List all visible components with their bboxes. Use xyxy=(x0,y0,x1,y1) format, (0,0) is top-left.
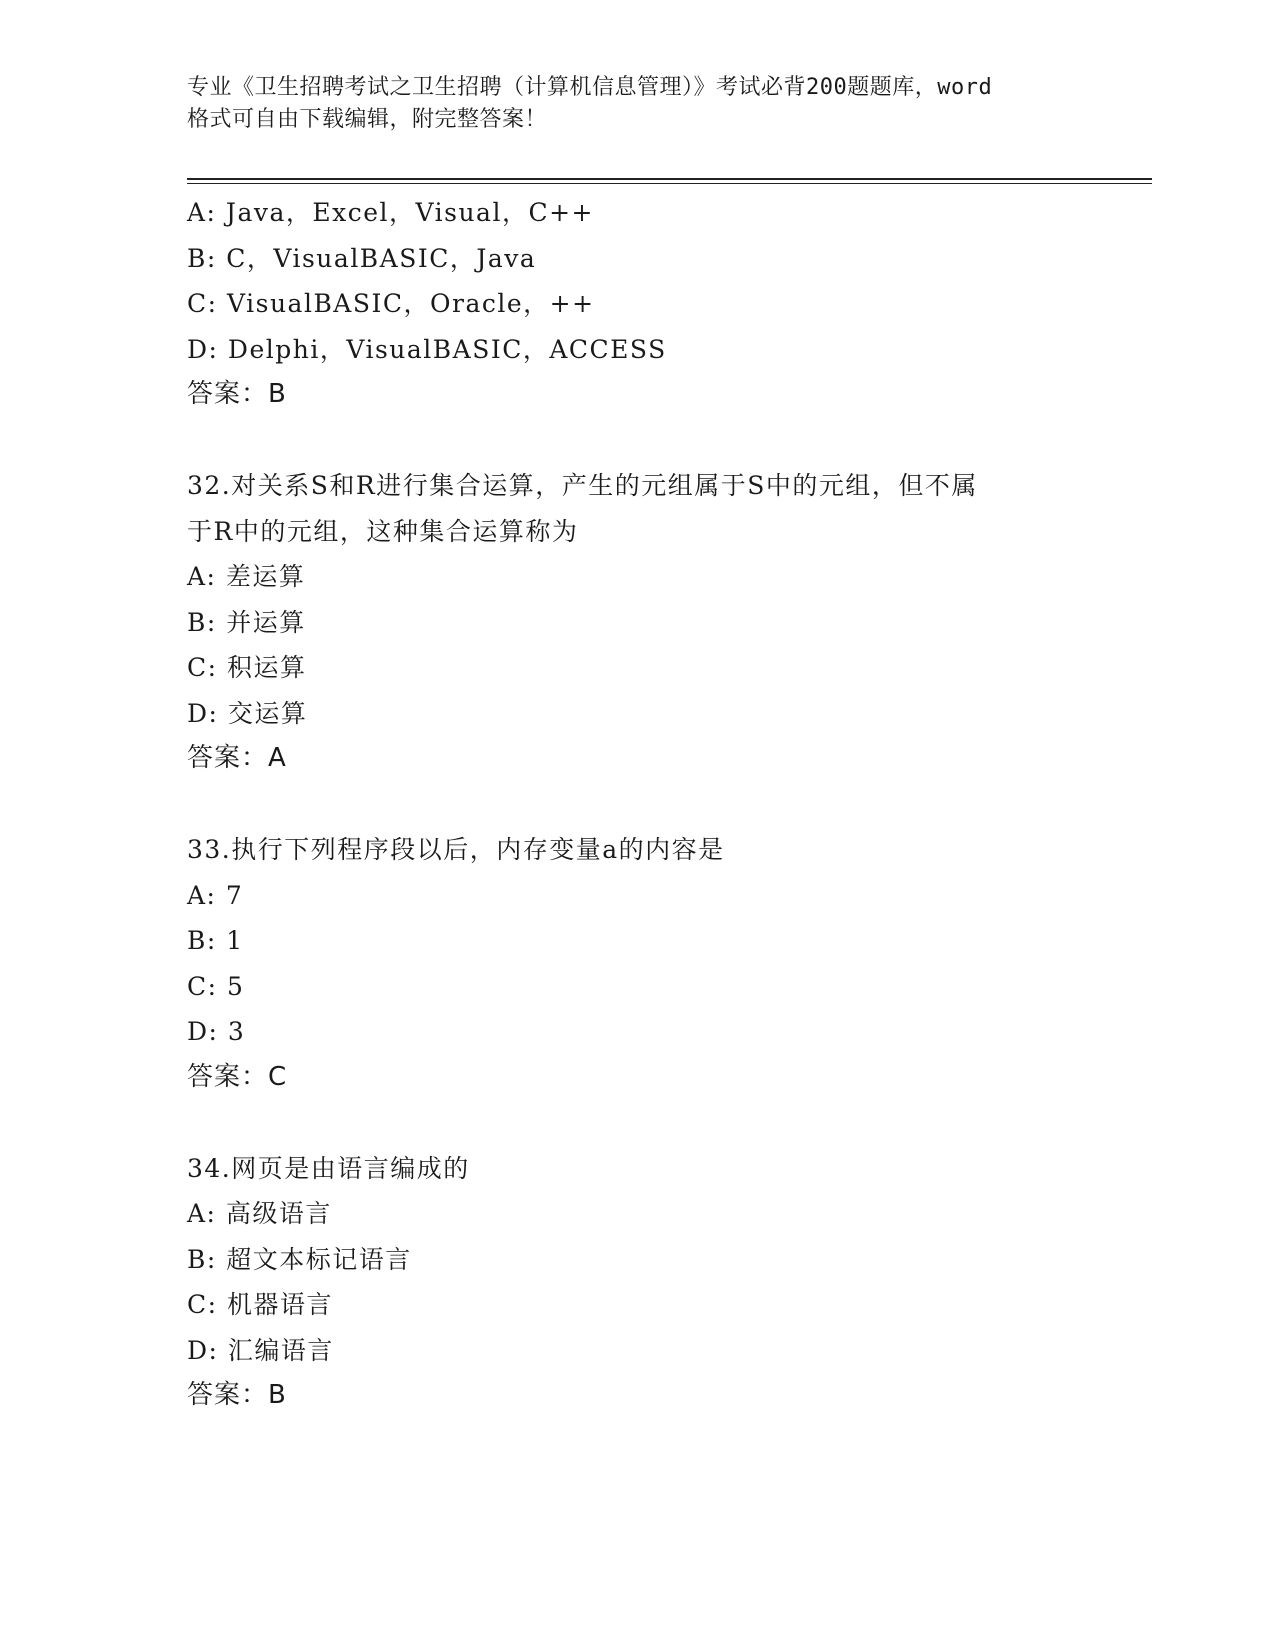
option-c: C: VisualBASIC，Oracle，++ xyxy=(187,289,595,318)
question-text-line-2: 于R中的元组，这种集合运算称为 xyxy=(187,516,579,546)
option-c: C: 5 xyxy=(187,971,245,1001)
option-c: C: 机器语言 xyxy=(187,1290,333,1319)
option-c: C: 积运算 xyxy=(187,653,307,682)
question-text-line-1: 33.执行下列程序段以后，内存变量a的内容是 xyxy=(187,835,725,864)
option-a: A: 差运算 xyxy=(187,562,306,591)
question-32 xyxy=(187,463,1087,782)
question-34 xyxy=(187,1146,1087,1419)
option-d: D: 交运算 xyxy=(187,698,308,728)
header-title-line-1: 专业《卫生招聘考试之卫生招聘（计算机信息管理）》考试必背200题题库，word xyxy=(187,75,993,100)
question-spacer xyxy=(187,1100,1087,1146)
option-d: D: 汇编语言 xyxy=(187,1335,334,1365)
question-31 xyxy=(187,190,1087,418)
answer-label: 答案：A xyxy=(187,743,287,773)
answer-label: 答案：C xyxy=(187,1061,288,1092)
header-title-line-2: 格式可自由下载编辑，附完整答案！ xyxy=(187,107,548,132)
option-d: D: Delphi，VisualBASIC，ACCESS xyxy=(187,334,667,364)
option-b: B: 超文本标记语言 xyxy=(187,1244,412,1274)
option-b: B: 1 xyxy=(187,926,244,955)
question-text-line-1: 34.网页是由语言编成的 xyxy=(187,1153,470,1183)
question-spacer xyxy=(187,418,1087,464)
question-list xyxy=(187,190,1087,1419)
header-divider-thin xyxy=(187,183,1152,184)
option-a: A: Java，Excel，Visual，C++ xyxy=(187,198,594,227)
option-a: A: 7 xyxy=(187,880,244,910)
option-b: B: 并运算 xyxy=(187,607,306,637)
header-divider-thick xyxy=(187,178,1152,180)
option-b: B: C，VisualBASIC，Java xyxy=(187,243,537,273)
page-header xyxy=(187,72,1087,136)
question-text-line-1: 32.对关系S和R进行集合运算，产生的元组属于S中的元组，但不属 xyxy=(187,471,978,500)
question-33 xyxy=(187,827,1087,1100)
question-spacer xyxy=(187,782,1087,828)
option-a: A: 高级语言 xyxy=(187,1199,332,1228)
answer-label: 答案：B xyxy=(187,379,287,409)
answer-label: 答案：B xyxy=(187,1380,287,1410)
option-d: D: 3 xyxy=(187,1017,246,1046)
